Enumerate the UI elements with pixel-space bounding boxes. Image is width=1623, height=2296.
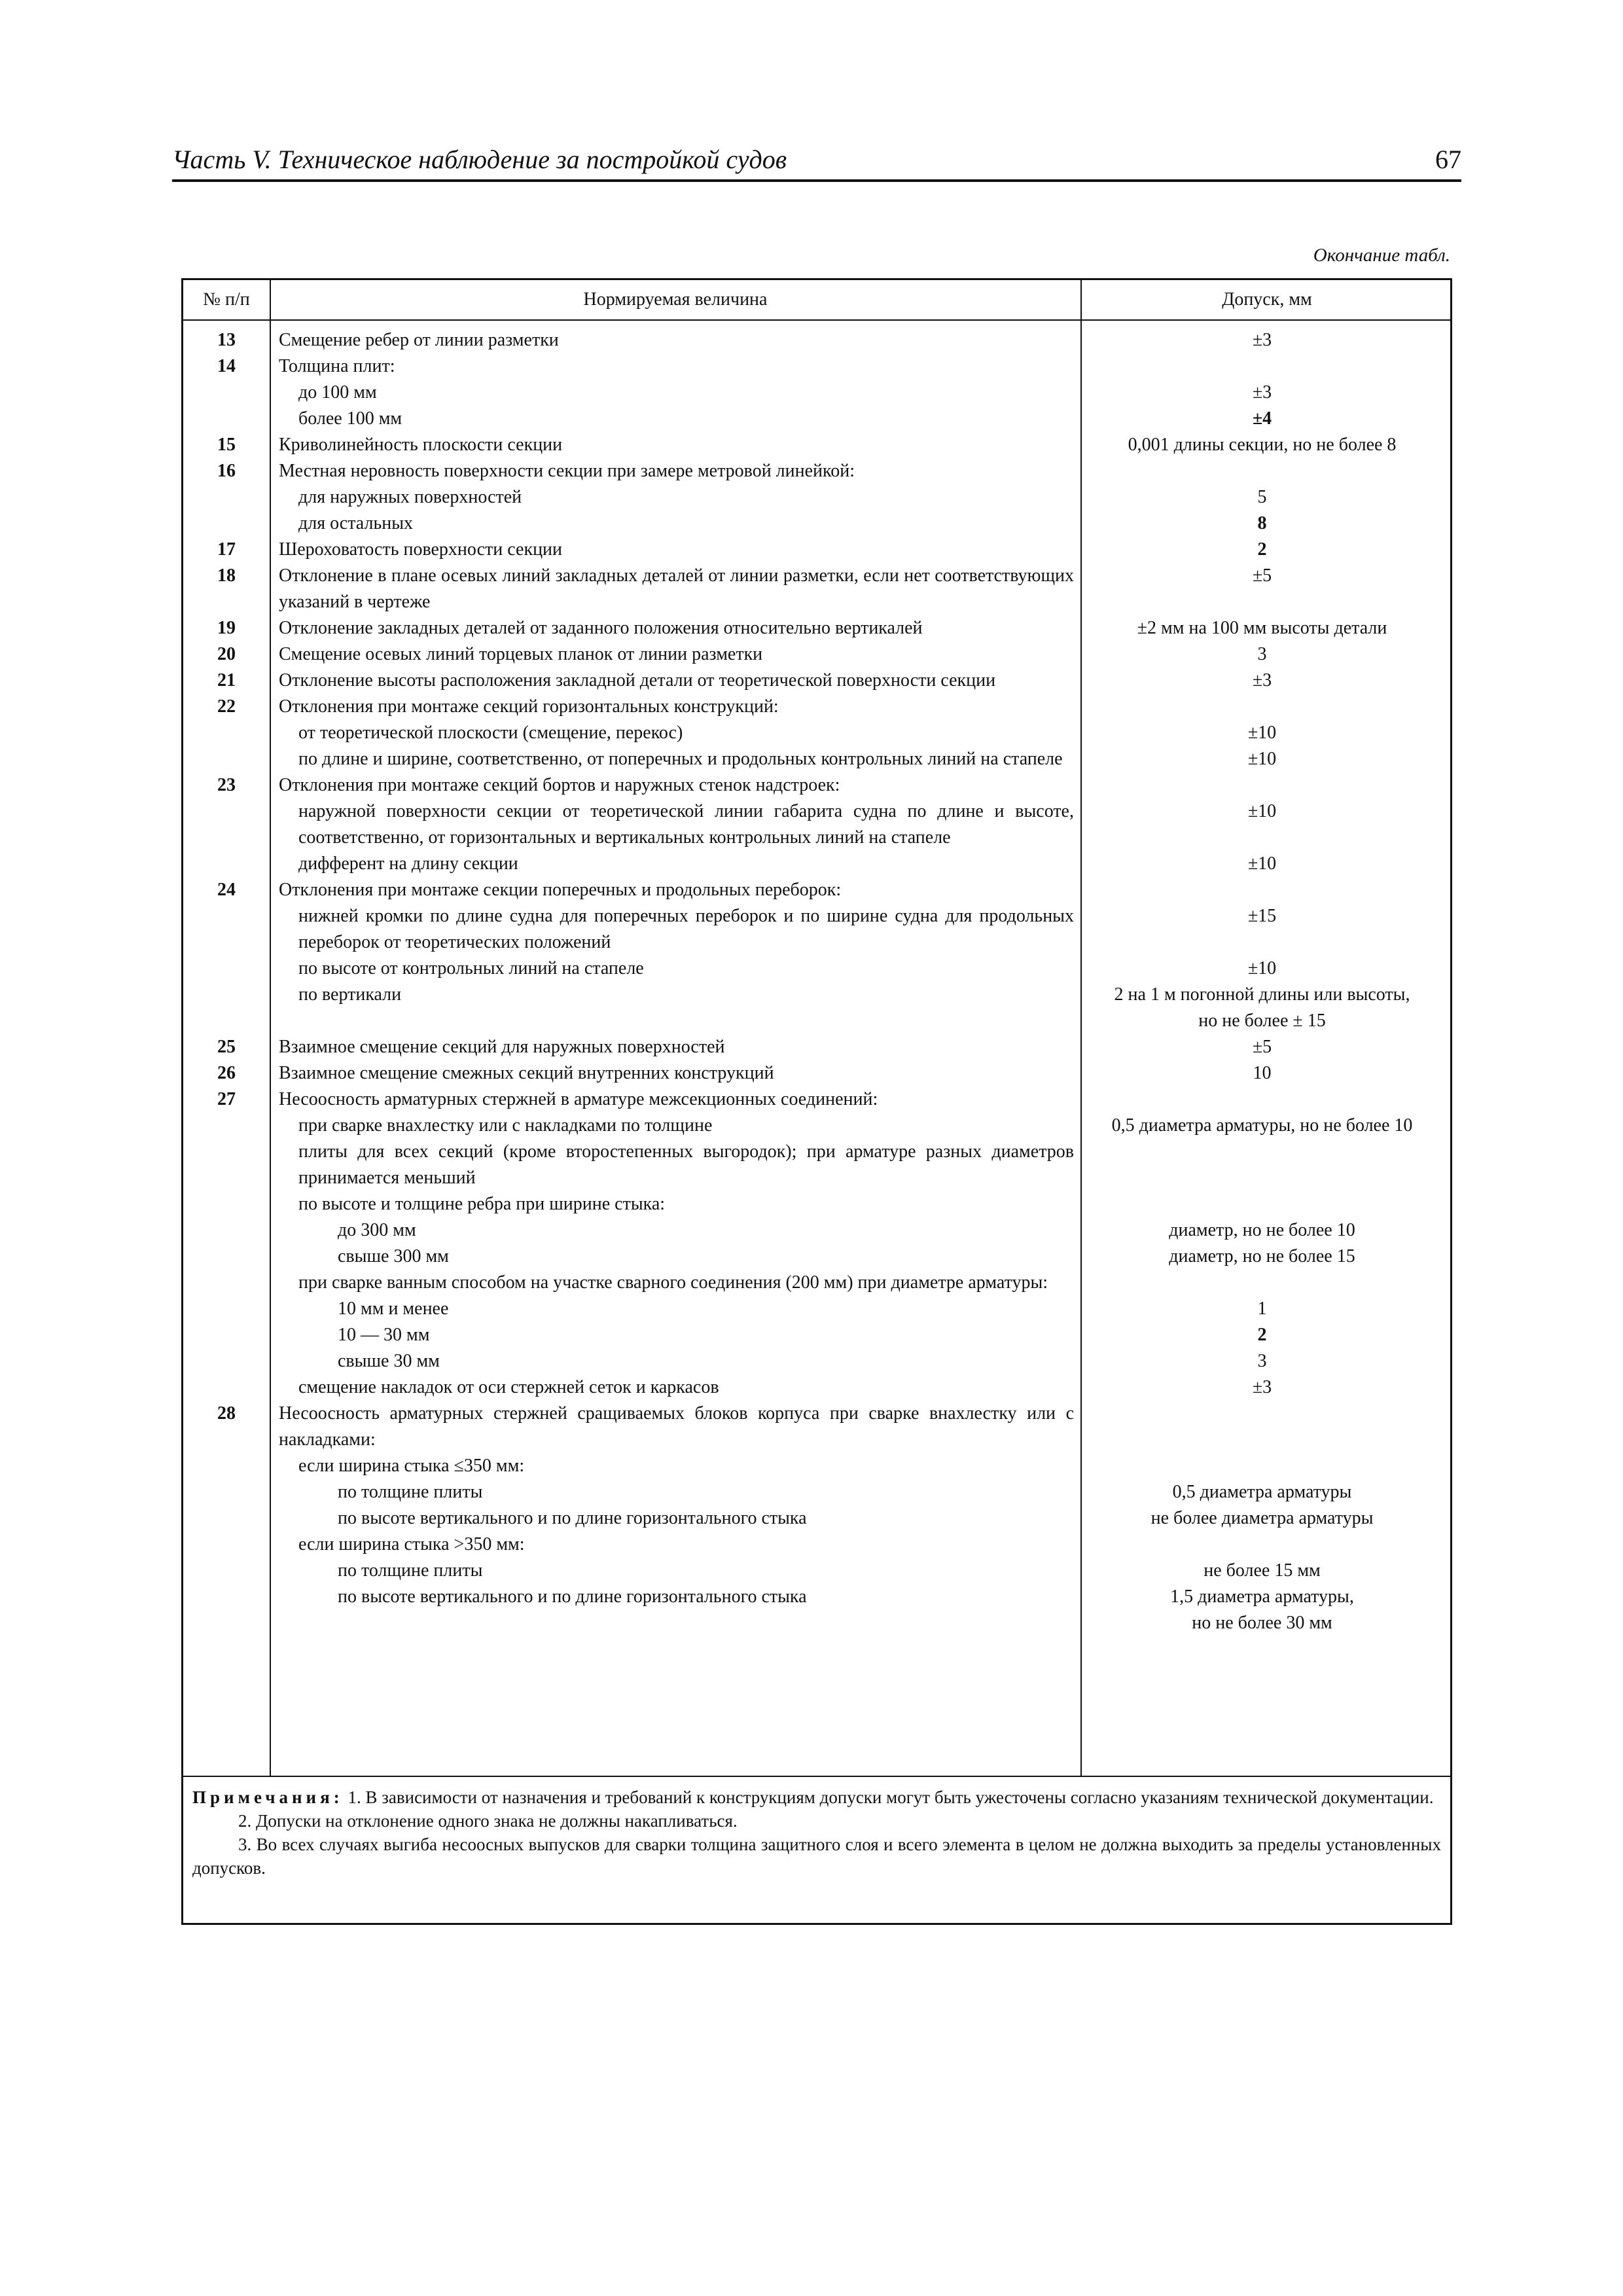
row-tolerance: ±15 (1247, 906, 1277, 926)
row-description: 10 мм и менее (338, 1299, 449, 1319)
table-row (183, 1374, 1450, 1401)
row-tolerance: ±3 (1252, 1377, 1272, 1397)
row-tolerance: 3 (1257, 644, 1267, 664)
row-tolerance: 2 (1257, 539, 1267, 560)
table-row (183, 1139, 1450, 1191)
row-description: Смещение осевых линий торцевых планок от линии разметки (279, 644, 763, 664)
table-row (183, 1113, 1450, 1139)
table-row (183, 668, 1450, 694)
row-tolerance: ±5 (1252, 1037, 1272, 1057)
row-tolerance: ±3 (1252, 330, 1272, 350)
table-row (183, 406, 1450, 432)
row-tolerance: 5 (1257, 487, 1267, 507)
column-header-value: Нормируемая величина (583, 289, 768, 310)
row-tolerance: ±10 (1247, 749, 1277, 769)
table-row (183, 1453, 1450, 1479)
row-tolerance: ±10 (1247, 958, 1277, 978)
row-number: 14 (217, 356, 236, 376)
row-tolerance: ±2 мм на 100 мм высоты детали (1137, 618, 1387, 638)
row-number: 23 (217, 775, 236, 795)
row-number: 20 (217, 644, 236, 664)
row-tolerance: 0,001 длины секции, но не более 8 (1128, 435, 1397, 455)
table-row (183, 432, 1450, 458)
row-number: 16 (217, 461, 236, 481)
row-number: 25 (217, 1037, 236, 1057)
table-row (183, 1558, 1450, 1584)
row-description: 10 — 30 мм (338, 1325, 430, 1345)
tolerance-table (181, 278, 1452, 1925)
row-tolerance: ±3 (1252, 382, 1272, 403)
table-row (183, 1034, 1450, 1060)
row-description: Несоосность арматурных стержней сращиваемых блоков корпуса при сварке внахлестку или с накладками: (279, 1403, 1074, 1450)
table-row (183, 1217, 1450, 1244)
row-description: смещение накладок от оси стержней сеток и каркасов (298, 1377, 719, 1397)
row-description: по толщине плиты (338, 1482, 483, 1502)
row-tolerance: 1 (1257, 1299, 1267, 1319)
row-description: Отклонения при монтаже секций бортов и наружных стенок надстроек: (279, 775, 840, 795)
row-tolerance: 8 (1257, 513, 1267, 533)
table-row (183, 1348, 1450, 1374)
row-description: Взаимное смещение смежных секций внутренних конструкций (279, 1063, 774, 1083)
row-tolerance: 2 на 1 м погонной длины или высоты, но не более ± 15 (1114, 984, 1410, 1031)
row-description: по высоте и толщине ребра при ширине стыка: (298, 1194, 666, 1214)
table-row (183, 458, 1450, 484)
table-row (183, 982, 1450, 1034)
row-number: 13 (217, 330, 236, 350)
table-row (183, 615, 1450, 641)
row-description: по высоте от контрольных линий на стапеле (298, 958, 644, 978)
table-row (183, 1270, 1450, 1296)
table-row (183, 484, 1450, 511)
row-description: Взаимное смещение секций для наружных поверхностей (279, 1037, 725, 1057)
table-row (183, 694, 1450, 720)
table-row (183, 511, 1450, 537)
table-notes (192, 1785, 1441, 1880)
row-description: свыше 30 мм (338, 1351, 440, 1371)
note-1: 1. В зависимости от назначения и требований к конструкциям допуски могут быть ужесточены согласно указаниям технической документации. (348, 1787, 1434, 1807)
row-number: 26 (217, 1063, 236, 1083)
note-3: 3. Во всех случаях выгиба несоосных выпусков для сварки толщина защитного слоя и всего элемента в целом не должна выходить за пределы установленных допусков. (192, 1835, 1441, 1878)
table-row (183, 877, 1450, 903)
table-row (183, 1584, 1450, 1636)
running-title: Часть V. Техническое наблюдение за постройкой судов (172, 145, 787, 174)
row-description: по длине и ширине, соответственно, от поперечных и продольных контрольных линий на стапеле (298, 749, 1063, 769)
row-tolerance: ±5 (1252, 565, 1272, 586)
page-header (172, 143, 1461, 182)
row-description: Отклонение закладных деталей от заданного положения относительно вертикалей (279, 618, 923, 638)
row-tolerance: 1,5 диаметра арматуры, но не более 30 мм (1170, 1587, 1354, 1633)
notes-label: Примечания: (192, 1787, 344, 1807)
row-tolerance: не более диаметра арматуры (1150, 1508, 1374, 1528)
row-description: по вертикали (298, 984, 402, 1005)
table-row (183, 772, 1450, 798)
row-description: дифферент на длину секции (298, 853, 518, 874)
row-description: нижней кромки по длине судна для поперечных переборок и по ширине судна для продольных переборок от теоретических положений (298, 906, 1074, 952)
table-row (183, 1479, 1450, 1505)
table-row (183, 327, 1450, 353)
row-description: Отклонения при монтаже секций горизонтальных конструкций: (279, 696, 779, 717)
row-description: при сварке ванным способом на участке сварного соединения (200 мм) при диаметре арматуры: (298, 1272, 1048, 1293)
row-description: более 100 мм (298, 408, 402, 429)
row-tolerance: 2 (1257, 1325, 1267, 1345)
note-2: 2. Допуски на отклонение одного знака не должны накапливаться. (238, 1811, 738, 1831)
row-description: по высоте вертикального и по длине горизонтального стыка (338, 1587, 807, 1607)
table-row (183, 851, 1450, 877)
row-description: плиты для всех секций (кроме второстепенных выгородок); при арматуре разных диаметров принимается меньший (298, 1141, 1074, 1188)
notes-divider (183, 1776, 1450, 1777)
row-description: Отклонение в плане осевых линий закладных деталей от линии разметки, если нет соответствующих указаний в чертеже (279, 565, 1074, 612)
row-tolerance: ±10 (1247, 801, 1277, 821)
table-row (183, 1532, 1450, 1558)
row-number: 22 (217, 696, 236, 717)
header-divider (183, 319, 1450, 321)
row-description: для наружных поверхностей (298, 487, 522, 507)
row-tolerance: 0,5 диаметра арматуры (1172, 1482, 1352, 1502)
row-description: при сварке внахлестку или с накладками по толщине (298, 1115, 713, 1136)
row-tolerance: 0,5 диаметра арматуры, но не более 10 (1111, 1115, 1413, 1136)
table-row (183, 563, 1450, 615)
table-row (183, 1401, 1450, 1453)
column-header-number: № п/п (203, 289, 250, 310)
row-number: 28 (217, 1403, 236, 1424)
row-tolerance: диаметр, но не более 15 (1169, 1246, 1355, 1266)
row-description: для остальных (298, 513, 414, 533)
row-description: если ширина стыка >350 мм: (298, 1534, 525, 1554)
table-row (183, 1244, 1450, 1270)
row-number: 21 (217, 670, 236, 691)
row-number: 17 (217, 539, 236, 560)
row-tolerance: ±10 (1247, 723, 1277, 743)
table-caption: Окончание табл. (1313, 245, 1450, 266)
row-number: 18 (217, 565, 236, 586)
table-body (183, 327, 1450, 1636)
row-description: Толщина плит: (279, 356, 395, 376)
row-number: 27 (217, 1089, 236, 1109)
table-row (183, 746, 1450, 772)
table-row (183, 1505, 1450, 1532)
row-description: если ширина стыка ≤350 мм: (298, 1456, 525, 1476)
row-description: Местная неровность поверхности секции при замере метровой линейкой: (279, 461, 855, 481)
page-number: 67 (1435, 145, 1461, 174)
column-header-tolerance: Допуск, мм (1222, 289, 1312, 310)
row-description: Смещение ребер от линии разметки (279, 330, 559, 350)
row-description: до 100 мм (298, 382, 377, 403)
row-tolerance: ±4 (1252, 408, 1272, 429)
row-description: по толщине плиты (338, 1560, 483, 1581)
table-row (183, 903, 1450, 956)
row-tolerance: не более 15 мм (1204, 1560, 1321, 1581)
table-row (183, 1060, 1450, 1086)
table-row (183, 1191, 1450, 1217)
row-description: свыше 300 мм (338, 1246, 449, 1266)
row-tolerance: ±3 (1252, 670, 1272, 691)
row-description: по высоте вертикального и по длине горизонтального стыка (338, 1508, 807, 1528)
row-tolerance: диаметр, но не более 10 (1169, 1220, 1355, 1240)
table-row (183, 641, 1450, 668)
row-description: Криволинейность плоскости секции (279, 435, 563, 455)
table-row (183, 956, 1450, 982)
row-tolerance: 10 (1253, 1063, 1272, 1083)
row-description: от теоретической плоскости (смещение, перекос) (298, 723, 683, 743)
table-row (183, 720, 1450, 746)
table-row (183, 798, 1450, 851)
row-tolerance: 3 (1257, 1351, 1267, 1371)
row-description: Отклонение высоты расположения закладной детали от теоретической поверхности секции (279, 670, 996, 691)
row-description: до 300 мм (338, 1220, 416, 1240)
table-row (183, 1086, 1450, 1113)
row-description: наружной поверхности секции от теоретической линии габарита судна по длине и высоте, соответственно, от горизонтальных и вертикальных контрольных линий на стапеле (298, 801, 1074, 848)
row-tolerance: ±10 (1247, 853, 1277, 874)
row-description: Шероховатость поверхности секции (279, 539, 563, 560)
table-row (183, 537, 1450, 563)
table-row (183, 380, 1450, 406)
row-number: 24 (217, 880, 236, 900)
row-number: 15 (217, 435, 236, 455)
row-description: Отклонения при монтаже секции поперечных и продольных переборок: (279, 880, 842, 900)
row-description: Несоосность арматурных стержней в арматуре межсекционных соединений: (279, 1089, 878, 1109)
table-row (183, 1296, 1450, 1322)
table-row (183, 1322, 1450, 1348)
row-number: 19 (217, 618, 236, 638)
table-row (183, 353, 1450, 380)
